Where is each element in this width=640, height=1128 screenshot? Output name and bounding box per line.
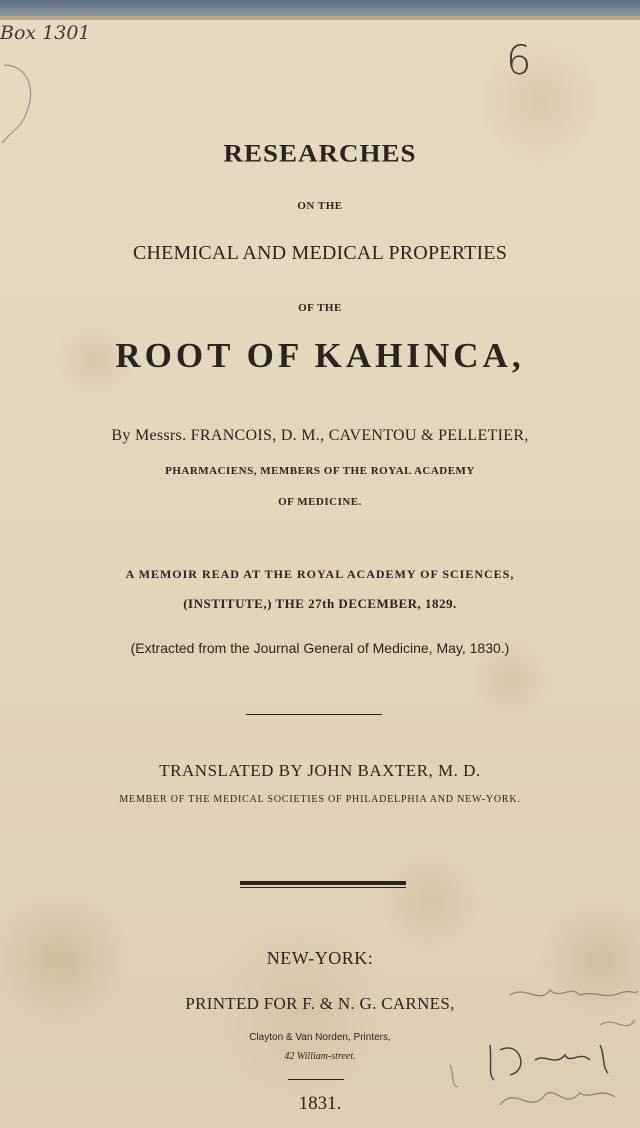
translator-line: TRANSLATED BY JOHN BAXTER, M. D. (159, 761, 481, 780)
title-researches: RESEARCHES (223, 138, 417, 168)
double-rule-thin (240, 887, 406, 888)
authors-affiliation-cont: OF MEDICINE. (278, 496, 362, 508)
authors-affiliation: PHARMACIENS, MEMBERS OF THE ROYAL ACADEMY (165, 465, 475, 477)
memoir-extract: (Extracted from the Journal General of Medicine, May, 1830.) (130, 640, 510, 656)
title-properties: CHEMICAL AND MEDICAL PROPERTIES (132, 242, 508, 264)
imprint-rule (288, 1079, 344, 1080)
handwritten-page-number: 6 (506, 38, 532, 84)
imprint-year: 1831. (298, 1093, 342, 1114)
title-of-the: OF THE (298, 302, 342, 314)
memoir-line: A MEMOIR READ AT THE ROYAL ACADEMY OF SCIENCES, (125, 567, 515, 581)
imprint-printed-for: PRINTED FOR F. & N. G. CARNES, (185, 994, 455, 1013)
pencil-mark (0, 55, 50, 145)
divider-rule (246, 714, 382, 715)
title-on-the: ON THE (297, 200, 343, 212)
handwritten-signature (430, 975, 640, 1125)
double-rule (240, 881, 406, 885)
translator-membership: MEMBER OF THE MEDICAL SOCIETIES OF PHILADELPHIA AND NEW-YORK. (119, 794, 521, 805)
memoir-date: (INSTITUTE,) THE 27th DECEMBER, 1829. (183, 596, 457, 611)
imprint-city: NEW-YORK: (266, 948, 374, 968)
handwritten-box-number: Box 1301 (0, 22, 91, 44)
authors-line: By Messrs. FRANCOIS, D. M., CAVENTOU & PELLETIER, (111, 427, 529, 444)
scan-top-border (0, 0, 640, 16)
title-root-of-kahinca: ROOT OF KAHINCA, (115, 336, 525, 375)
imprint-street: 42 William-street. (284, 1051, 356, 1062)
imprint-printers: Clayton & Van Norden, Printers, (249, 1032, 391, 1043)
page-edge (0, 16, 640, 20)
